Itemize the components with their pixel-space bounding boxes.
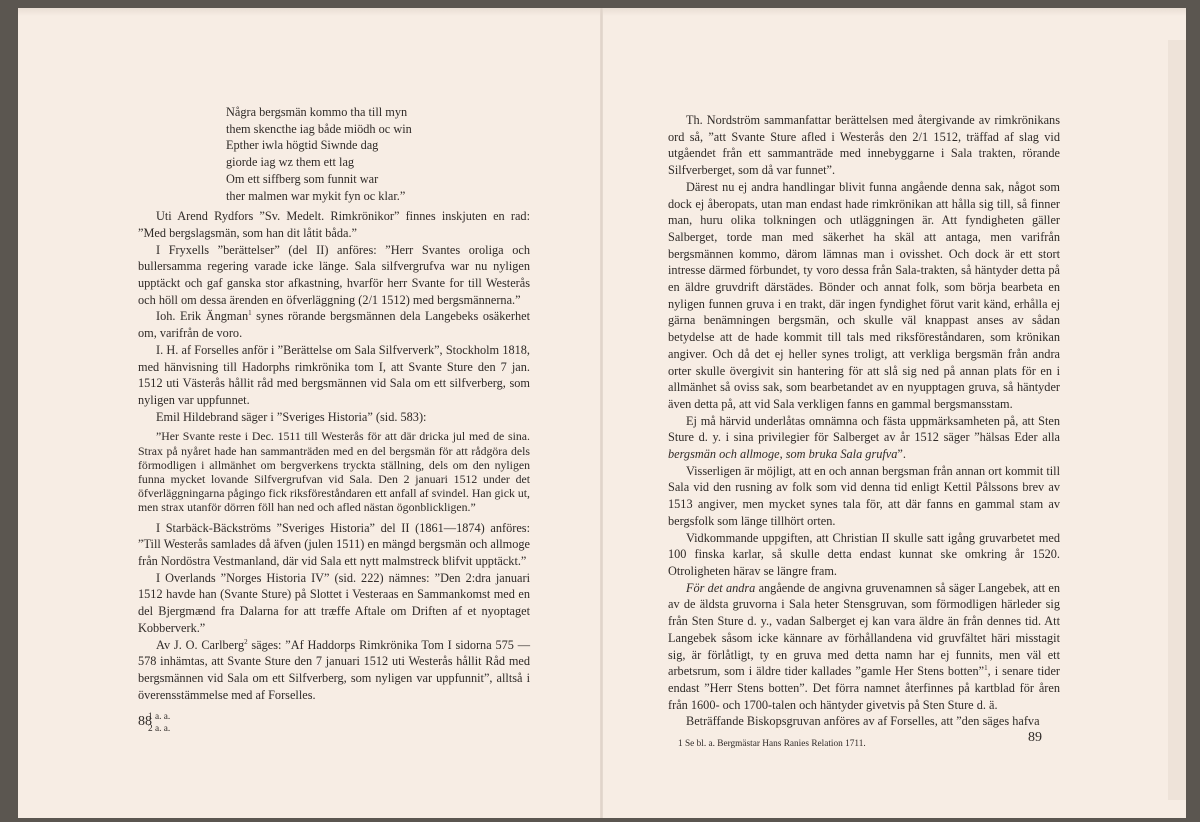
paragraph: Därest nu ej andra handlingar blivit funna angående denna sak, något som dock ej åberopats, utan man endast hade rimkrönikan att hålla sig till, så finner man, huru olika tolkningen och utläggningen är. Att fyndigheten gäller Salberget, torde man med säkerhet ha skäl att antaga, men varifrån bergsmännen kommo, därom lämnas man i ovisshet. Och dock är ett stort intresse därmed förbundet, ty voro dessa från Sala-trakten, så häntyder detta på en äldre gruvdrift därstädes. Bönder och annat folk, som börja bearbeta en nyligen funnen gruva i en trakt, där ingen fyndighet förut varit känd, erhålla ej gärna benämningen bergsmän, och skulle väl knappast anses av sådan betydelse att de hade kommit till tals med riksföreståndaren, som krönikan angiver. Och då det ej heller synes troligt, att verkliga bergsmän från andra orter skulle övergivit sin hantering för att slå sig ned på annan plats för en i allmänhet så oviss sak, som bearbetandet av en nyupptagen gruva, så häntyder även detta på, att vid Sala verkligen fanns en gammal bergsmansstam.: [668, 179, 1060, 411]
paragraph: Ej må härvid underlåtas omnämna och fästa uppmärksamheten på, att Sten Sture d. y. i sina privilegier för Salberget av år 1512 säger ”hälsas Eder alla bergsmän och allmoge, som bruka Sala grufva”.: [668, 413, 1060, 462]
poem-line: Epther iwla högtid Siwnde dag: [226, 138, 379, 153]
footnote-ref: 2: [244, 637, 248, 646]
poem-line: them skencthe iag både miödh oc win: [226, 121, 412, 136]
paragraph: I Starbäck-Bäckströms ”Sveriges Historia” del II (1861—1874) anföres: ”Till Westerås samlades då äfven (julen 1511) en mängd bergsmän och allmoge från Nordöstra Vestmanland, där vid Sala ett nytt malmstreck blifvit upptäckt.”: [138, 520, 530, 568]
footnote-ref: 1: [248, 309, 252, 318]
footnote: 1 Se bl. a. Bergmästar Hans Ranies Relation 1711.: [678, 739, 866, 750]
italic-quote: bergsmän och allmoge, som bruka Sala grufva: [668, 447, 898, 462]
page-number-right: 89: [1028, 730, 1042, 745]
paragraph: I Overlands ”Norges Historia IV” (sid. 222) nämnes: ”Den 2:dra januari 1512 havde han (Svante Sture) på Slottet i Vesteraas en Sammankomst med en del Bjergmænd fra Dalarna for att træffe Aftale om Driften af et nyoptaget Kobberverk.”: [138, 570, 530, 635]
paragraph: Uti Arend Rydfors ”Sv. Medelt. Rimkrönikor” finnes inskjuten en rad: ”Med bergslagsmän, som han dit låtit båda.”: [138, 209, 530, 240]
poem-line: Om ett siffberg som funnit war: [226, 171, 379, 186]
poem-block: [226, 104, 530, 204]
paragraph: Emil Hildebrand säger i ”Sveriges Historia” (sid. 583):: [156, 409, 427, 424]
paragraph: Av J. O. Carlberg$^2$ säges: ”Af Haddorps Rimkrönika Tom I sidorna 575 —578 inhämtas, att Svante Sture den 7 januari 1512 uti Westerås hållit Råd med bergsmännen vid Sala om ett Silfverberg, som nyligen var uppfunnit”, alltså i överensstämmelse med af Forselles.: [138, 637, 530, 702]
paragraph: I Fryxells ”berättelser” (del II) anföres: ”Herr Svantes oroliga och bullersamma regering varade icke länge. Sala silfvergrufva war nu nyligen upptäckt och gaf ganska stor afkastning, hvarför herr Svante for till Westerås och höll om dessa ärenden en öfverläggning (2/1 1512) med bergsmännerna.”: [138, 242, 530, 307]
right-page-edge: [1168, 40, 1186, 800]
paragraph: Vidkommande uppgiften, att Christian II skulle satt igång gruvarbetet med 100 finska karlar, så skulle detta endast kunnat ske omkring år 1520. Otroligheten härav se längre fram.: [668, 530, 1060, 578]
left-page: [138, 104, 530, 735]
paragraph: Th. Nordström sammanfattar berättelsen med återgivande av rimkrönikans ord så, ”att Svante Sture afled i Westerås den 2/1 1512, träffad af slag vid utgåendet från ett sammanträde med innebyggarne i Sala trakten, rörande Silfverberget, som då var funnet”.: [668, 113, 1060, 178]
italic-phrase: För det andra: [686, 580, 756, 595]
book-spine: [600, 8, 603, 818]
footnote: 1 a. a.: [148, 712, 171, 723]
footnote-ref: 1: [984, 664, 988, 673]
right-page: [668, 112, 1060, 750]
footnotes: [668, 738, 1060, 750]
paragraph: Ioh. Erik Ängman$^1$ synes rörande bergsmännen dela Langebeks osäkerhet om, varifrån de voro.: [138, 309, 530, 341]
page-number-left: 88: [138, 714, 152, 729]
paragraph: Beträffande Biskopsgruvan anföres av af Forselles, att ”den säges hafva: [686, 714, 1040, 729]
paragraph: I. H. af Forselles anför i ”Berättelse om Sala Silfververk”, Stockholm 1818, med hänvisning till Hadorphs rimkrönika tom I, att Svante Sture den 7 jan. 1512 uti Västerås hållit råd med bergsmännen vid Sala om ett silfverberg, som nyligen var uppfunnet.: [138, 342, 530, 407]
block-quote: ”Her Svante reste i Dec. 1511 till Westerås för att där dricka jul med de sina. Strax på nyåret hade han sammanträden med en del bergsmän för att rådgöra dels förmodligen i allmänhet om bergverkens tryckta ställning, dels om den nyligen funna mycket lovande Silfvergrufvan vid Sala. Den 2 januari 1512 under det öfverläggningarna pågingo fick riksföreståndaren ett anfall af svindel. Han gick ut, men strax utanför dörren föll han ned och afled nästan ögonblickligen.”: [138, 429, 530, 515]
paragraph: Visserligen är möjligt, att en och annan bergsman från annan ort kommit till Sala vid den rusning av folk som vid denna tid enligt Kettil Pålssons brev av 1513 angiver, men mycket synes tala för, att där fanns en gammal stam av bergsfolk som länge tillhört orten.: [668, 463, 1060, 528]
poem-line: ther malmen war mykit fyn oc klar.”: [226, 188, 406, 203]
footnote: 2 a. a.: [148, 724, 171, 735]
poem-line: Några bergsmän kommo tha till myn: [226, 105, 408, 119]
paragraph: För det andra angående de angivna gruvenamnen så säger Langebek, att en av de äldsta gruvorna i Sala heter Stensgruvan, som förmodligen härleder sig från Sten Sture d. y., vadan Salberget ej kan vara äldre än från dennes tid. Att Langebek såsom icke kännare av förhållandena vid gruvfältet häri misstagit sig, är förlåtligt, ty en gruva med detta namn har ej funnits, men väl ett arbetsrum, som i äldre tider kallades ”gamle Her Stens botten”$^1$, i senare tider endast ”Herr Stens botten”. Det förra namnet återfinnes på kartblad för åren från 1600- och 1700-talen och häntyder givetvis på Sten Sture d. ä.: [668, 580, 1060, 712]
footnotes: [138, 711, 530, 735]
poem-line: giorde iag wz them ett lag: [226, 155, 355, 170]
